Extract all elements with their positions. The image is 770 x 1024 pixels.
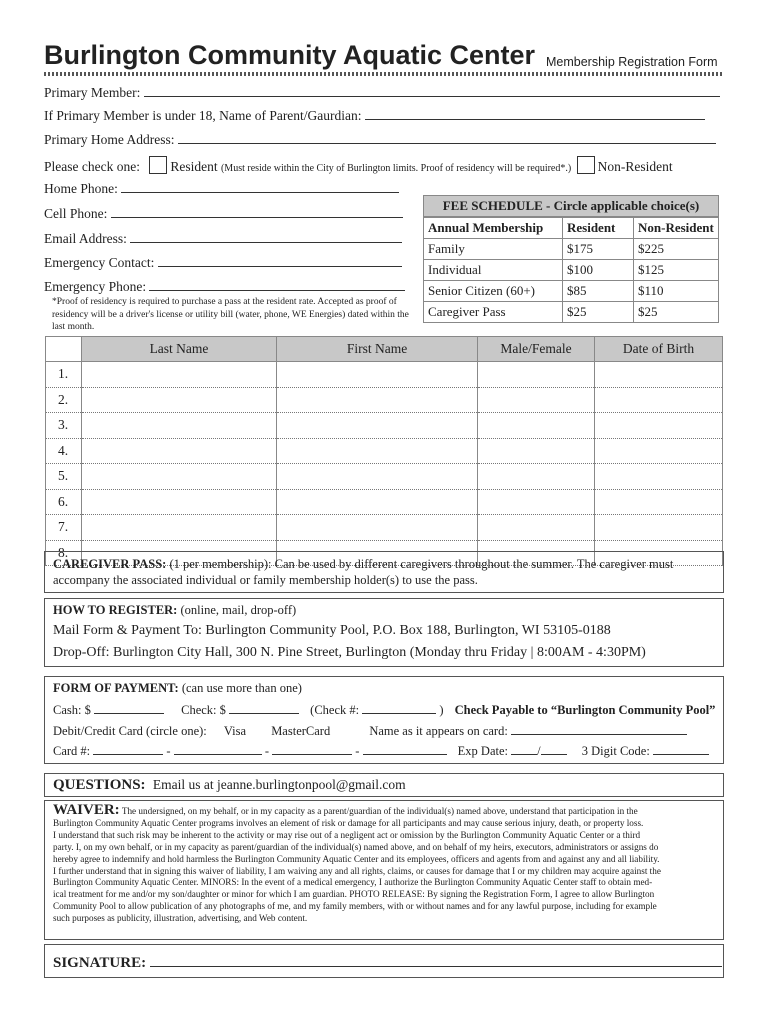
parent-guardian-field[interactable] bbox=[365, 108, 705, 120]
register-label: HOW TO REGISTER: bbox=[53, 603, 178, 617]
fee-header-membership: Annual Membership bbox=[424, 218, 563, 239]
parent-guardian-row bbox=[44, 108, 705, 124]
name-on-card-field[interactable] bbox=[511, 723, 687, 735]
fee-cell[interactable]: $25 bbox=[563, 302, 634, 323]
cell-phone-label: Cell Phone: bbox=[44, 206, 108, 221]
members-header-first-name: First Name bbox=[277, 337, 478, 362]
caregiver-line-1 bbox=[53, 557, 673, 572]
signature-field[interactable] bbox=[150, 953, 722, 967]
payment-label: FORM OF PAYMENT: bbox=[53, 681, 179, 695]
row-number: 3. bbox=[46, 413, 82, 439]
email-label: Email Address: bbox=[44, 231, 127, 246]
waiver-line: I understand that such risk may be inherent to the activity or may rise out of a negligent act or omission by the Burlington Community Aquatic Center or a third bbox=[53, 829, 641, 840]
dob-cell[interactable] bbox=[595, 362, 723, 388]
check-number-label: (Check #: bbox=[310, 703, 360, 717]
members-table bbox=[45, 336, 723, 566]
dob-cell[interactable] bbox=[595, 515, 723, 541]
register-heading bbox=[53, 603, 296, 618]
check-one-label: Please check one: bbox=[44, 159, 140, 174]
first-name-cell[interactable] bbox=[277, 438, 478, 464]
emergency-phone-row bbox=[44, 279, 405, 295]
home-phone-row bbox=[44, 181, 399, 197]
exp-year-field[interactable] bbox=[541, 743, 567, 755]
first-name-cell[interactable] bbox=[277, 489, 478, 515]
payment-cash-row bbox=[53, 702, 715, 718]
gender-cell[interactable] bbox=[478, 438, 595, 464]
signature-label: SIGNATURE: bbox=[53, 955, 147, 971]
card-number-label: Card #: bbox=[53, 744, 91, 758]
name-on-card-label: Name as it appears on card: bbox=[369, 724, 508, 738]
table-row bbox=[46, 362, 723, 388]
waiver-line: hereby agree to indemnify and hold harmless the Burlington Community Aquatic Center and its employees, officers and agents from and against any and all liability. bbox=[53, 853, 660, 864]
fee-cell: Senior Citizen (60+) bbox=[424, 281, 563, 302]
check-number-close: ) bbox=[439, 703, 444, 717]
parent-guardian-label: If Primary Member is under 18, Name of Parent/Gaurdian: bbox=[44, 108, 362, 123]
page-title: Burlington Community Aquatic Center bbox=[44, 40, 535, 70]
members-header-gender: Male/Female bbox=[478, 337, 595, 362]
row-number: 7. bbox=[46, 515, 82, 541]
waiver-line: such purposes as publicity, illustration, advertising, and Web content. bbox=[53, 913, 308, 924]
last-name-cell[interactable] bbox=[82, 413, 277, 439]
check-label: Check: $ bbox=[181, 703, 226, 717]
visa-option[interactable]: Visa bbox=[223, 724, 247, 738]
primary-member-row bbox=[44, 85, 720, 101]
cvv-label: 3 Digit Code: bbox=[581, 744, 650, 758]
non-resident-label: Non-Resident bbox=[597, 159, 673, 174]
payment-card-row bbox=[53, 723, 687, 739]
emergency-contact-label: Emergency Contact: bbox=[44, 255, 155, 270]
caregiver-line-2: accompany the associated individual or family membership holder(s) to use the pass. bbox=[53, 573, 478, 587]
table-row bbox=[46, 464, 723, 490]
payment-note: (can use more than one) bbox=[178, 681, 302, 695]
home-address-row bbox=[44, 132, 716, 148]
gender-cell[interactable] bbox=[478, 489, 595, 515]
first-name-cell[interactable] bbox=[277, 387, 478, 413]
cash-amount-field[interactable] bbox=[94, 702, 164, 714]
first-name-cell[interactable] bbox=[277, 362, 478, 388]
waiver-label: WAIVER: bbox=[53, 802, 120, 818]
row-number: 6. bbox=[46, 489, 82, 515]
row-number: 4. bbox=[46, 438, 82, 464]
last-name-cell[interactable] bbox=[82, 438, 277, 464]
exp-slash: / bbox=[537, 744, 541, 758]
row-number: 2. bbox=[46, 387, 82, 413]
primary-member-field[interactable] bbox=[144, 85, 720, 97]
dob-cell[interactable] bbox=[595, 387, 723, 413]
questions-label: QUESTIONS: bbox=[53, 777, 146, 793]
waiver-section bbox=[44, 800, 724, 940]
home-phone-field[interactable] bbox=[121, 181, 399, 193]
primary-member-label: Primary Member: bbox=[44, 85, 141, 100]
home-phone-label: Home Phone: bbox=[44, 181, 118, 196]
fee-cell[interactable]: $100 bbox=[563, 260, 634, 281]
exp-month-field[interactable] bbox=[511, 743, 537, 755]
cell-phone-row bbox=[44, 206, 403, 222]
fee-cell[interactable]: $125 bbox=[634, 260, 719, 281]
waiver-line: I further understand that in signing this waiver of liability, I am waiving any and all rights, claims, or causes for damage that I or my children may acquire against the bbox=[53, 865, 661, 876]
cash-label: Cash: $ bbox=[53, 703, 91, 717]
signature-section bbox=[44, 944, 724, 978]
fee-cell[interactable]: $85 bbox=[563, 281, 634, 302]
waiver-line: Burlington Community Aquatic Center. MINORS: In the event of a medical emergency, I authorize the Burlington Community Aquatic Center staff to obtain med- bbox=[53, 877, 653, 888]
register-methods: (online, mail, drop-off) bbox=[177, 603, 297, 617]
fee-row-senior[interactable] bbox=[424, 281, 719, 302]
waiver-line: The undersigned, on my behalf, or in my capacity as a parent/guardian of the individual(s) named above, understand that participation in the bbox=[121, 806, 638, 816]
first-name-cell[interactable] bbox=[277, 515, 478, 541]
dob-cell[interactable] bbox=[595, 438, 723, 464]
emergency-phone-field[interactable] bbox=[149, 279, 405, 291]
cell-phone-field[interactable] bbox=[111, 206, 403, 218]
check-amount-field[interactable] bbox=[229, 702, 299, 714]
gender-cell[interactable] bbox=[478, 464, 595, 490]
caregiver-section bbox=[44, 551, 724, 593]
register-mail: Mail Form & Payment To: Burlington Community Pool, P.O. Box 188, Burlington, WI 53105-0188 bbox=[53, 623, 611, 638]
row-number: 5. bbox=[46, 464, 82, 490]
waiver-line: Community Pool to allow publication of any photographs of me, and my family members, with or without names and for any lawful purpose, including for example bbox=[53, 901, 657, 912]
resident-checkbox[interactable] bbox=[149, 156, 167, 174]
fee-table bbox=[423, 217, 719, 323]
questions-email[interactable]: Email us at jeanne.burlingtonpool@gmail.com bbox=[152, 777, 406, 792]
gender-cell[interactable] bbox=[478, 362, 595, 388]
check-payable-note: Check Payable to “Burlington Community Pool” bbox=[454, 703, 716, 717]
fee-cell: Caregiver Pass bbox=[424, 302, 563, 323]
residency-footnote: *Proof of residency is required to purchase a pass at the resident rate. Accepted as proof of residency will be a driver's license or utility bill (water, phone, WE Energies) dated within the last month. bbox=[52, 297, 409, 332]
resident-label: Resident bbox=[170, 159, 218, 174]
fee-cell[interactable]: $225 bbox=[634, 239, 719, 260]
email-row bbox=[44, 231, 402, 247]
card-number-group-4[interactable] bbox=[363, 743, 447, 755]
email-field[interactable] bbox=[130, 231, 402, 243]
table-row bbox=[46, 387, 723, 413]
members-header-dob: Date of Birth bbox=[595, 337, 723, 362]
members-header-last-name: Last Name bbox=[82, 337, 277, 362]
mastercard-option[interactable]: MasterCard bbox=[271, 724, 331, 738]
waiver-line: party. I, on my own behalf, or in my capacity as parent/guardian of the individual(s) named above, and on behalf of my heirs, executors, administrators or assigns do bbox=[53, 841, 659, 852]
gender-cell[interactable] bbox=[478, 413, 595, 439]
fee-schedule-title: FEE SCHEDULE - Circle applicable choice(s) bbox=[423, 195, 719, 217]
card-number-group-2[interactable] bbox=[174, 743, 262, 755]
fee-schedule bbox=[423, 195, 719, 323]
card-type-label: Debit/Credit Card (circle one): bbox=[53, 724, 207, 738]
row-number: 1. bbox=[46, 362, 82, 388]
table-row bbox=[46, 489, 723, 515]
form-subtitle: Membership Registration Form bbox=[546, 55, 718, 69]
home-address-label: Primary Home Address: bbox=[44, 132, 175, 147]
questions-section bbox=[44, 773, 724, 797]
card-number-group-3[interactable] bbox=[272, 743, 352, 755]
fee-cell[interactable]: $25 bbox=[634, 302, 719, 323]
waiver-line: ical treatment for me and/or my son/daughter or minor for which I am guardian. PHOTO RELEASE: By signing the Registration Form, I agree to allow Burlington bbox=[53, 889, 655, 900]
last-name-cell[interactable] bbox=[82, 387, 277, 413]
fee-cell[interactable]: $110 bbox=[634, 281, 719, 302]
register-dropoff: Drop-Off: Burlington City Hall, 300 N. Pine Street, Burlington (Monday thru Friday | 8:00AM - 4:30PM) bbox=[53, 645, 646, 660]
table-row bbox=[46, 438, 723, 464]
dob-cell[interactable] bbox=[595, 489, 723, 515]
fee-header-resident: Resident bbox=[563, 218, 634, 239]
home-address-field[interactable] bbox=[178, 132, 716, 144]
waiver-text bbox=[53, 802, 717, 925]
fee-cell: Individual bbox=[424, 260, 563, 281]
dob-cell[interactable] bbox=[595, 464, 723, 490]
register-section bbox=[44, 598, 724, 667]
header-divider bbox=[44, 72, 722, 76]
signature-row bbox=[53, 953, 722, 972]
caregiver-label: CAREGIVER PASS: bbox=[53, 557, 167, 571]
fee-cell[interactable]: $175 bbox=[563, 239, 634, 260]
payment-heading bbox=[53, 681, 302, 696]
dob-cell[interactable] bbox=[595, 413, 723, 439]
gender-cell[interactable] bbox=[478, 387, 595, 413]
first-name-cell[interactable] bbox=[277, 413, 478, 439]
payment-section bbox=[44, 676, 724, 764]
last-name-cell[interactable] bbox=[82, 362, 277, 388]
row-number: 8. bbox=[46, 540, 82, 566]
table-row bbox=[46, 515, 723, 541]
non-resident-checkbox[interactable] bbox=[577, 156, 595, 174]
fee-header-nonresident: Non-Resident bbox=[634, 218, 719, 239]
last-name-cell[interactable] bbox=[82, 515, 277, 541]
fee-row-caregiver[interactable] bbox=[424, 302, 719, 323]
residency-row bbox=[44, 156, 673, 175]
last-name-cell[interactable] bbox=[82, 489, 277, 515]
gender-cell[interactable] bbox=[478, 515, 595, 541]
waiver-line: Burlington Community Aquatic Center programs involves an element of risk or damage for all participants and may cause serious injury, death, or property loss. bbox=[53, 817, 644, 828]
caregiver-text: (1 per membership): Can be used by different caregivers throughout the summer. The caregiver must bbox=[166, 557, 674, 571]
cvv-field[interactable] bbox=[653, 743, 709, 755]
emergency-phone-label: Emergency Phone: bbox=[44, 279, 147, 294]
questions-row bbox=[53, 777, 406, 794]
fee-row-individual[interactable] bbox=[424, 260, 719, 281]
fee-row-family[interactable] bbox=[424, 239, 719, 260]
first-name-cell[interactable] bbox=[277, 464, 478, 490]
emergency-contact-row bbox=[44, 255, 402, 271]
check-number-field[interactable] bbox=[362, 702, 436, 714]
table-row bbox=[46, 413, 723, 439]
last-name-cell[interactable] bbox=[82, 464, 277, 490]
exp-date-label: Exp Date: bbox=[457, 744, 509, 758]
card-number-group-1[interactable] bbox=[93, 743, 163, 755]
payment-cardno-row: Card #: - - - Exp Date: / 3 Digit Code: bbox=[53, 743, 709, 759]
fee-cell: Family bbox=[424, 239, 563, 260]
emergency-contact-field[interactable] bbox=[158, 255, 402, 267]
resident-note: (Must reside within the City of Burlington limits. Proof of residency will be required*.) bbox=[220, 163, 572, 174]
members-header-num bbox=[46, 337, 82, 362]
